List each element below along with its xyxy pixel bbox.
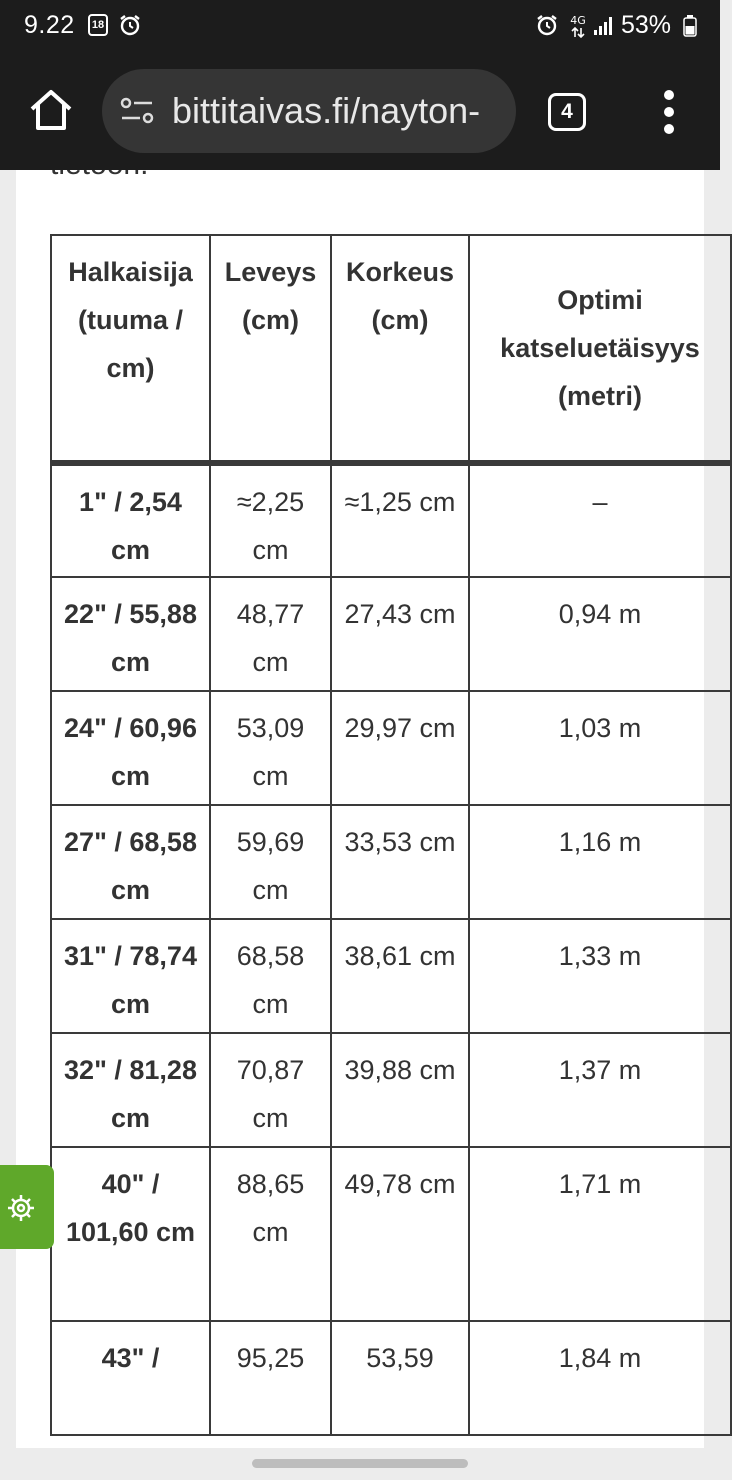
settings-gear-icon [6, 1191, 48, 1225]
table-header-row [51, 235, 731, 463]
gesture-handle[interactable] [252, 1459, 468, 1468]
cell-width: 88,65 cm [210, 1147, 331, 1321]
cell-diagonal: 22" / 55,88 cm [51, 577, 210, 691]
table-row [51, 463, 731, 577]
cell-width: 70,87 cm [210, 1033, 331, 1147]
network-type-icon [567, 12, 589, 40]
cell-diagonal: 32" / 81,28 cm [51, 1033, 210, 1147]
cell-width: 68,58 cm [210, 919, 331, 1033]
table-row [51, 1147, 731, 1321]
table-row [51, 577, 731, 691]
cell-distance: – [469, 463, 731, 577]
address-bar[interactable] [102, 69, 516, 153]
cell-diagonal: 40" / 101,60 cm [51, 1147, 210, 1321]
more-menu-icon[interactable] [656, 90, 682, 134]
cell-height: 33,53 cm [331, 805, 469, 919]
battery-percent: 53% [621, 11, 672, 39]
cell-height: 49,78 cm [331, 1147, 469, 1321]
cell-width: 59,69 cm [210, 805, 331, 919]
cell-height: 38,61 cm [331, 919, 469, 1033]
navigation-bar [0, 1448, 720, 1480]
cell-diagonal: 27" / 68,58 cm [51, 805, 210, 919]
cell-distance: 1,16 m [469, 805, 731, 919]
cell-distance: 1,33 m [469, 919, 731, 1033]
header-height: Korkeus (cm) [331, 235, 469, 463]
page-content [16, 170, 704, 1448]
cell-height: 29,97 cm [331, 691, 469, 805]
signal-icon [593, 16, 613, 36]
home-icon[interactable] [26, 85, 76, 135]
cell-height: 53,59 [331, 1321, 469, 1435]
alarm-icon [535, 13, 559, 37]
cell-diagonal: 43" / [51, 1321, 210, 1435]
header-diagonal: Halkaisija (tuuma / cm) [51, 235, 210, 463]
size-table-container[interactable] [50, 234, 700, 1448]
network-label: 4G [570, 14, 586, 27]
cell-width: ≈2,25 cm [210, 463, 331, 577]
url-text[interactable]: bittitaivas.fi/nayton- [172, 90, 481, 131]
table-row [51, 919, 731, 1033]
tab-switcher-icon[interactable]: 4 [548, 93, 586, 131]
status-time: 9.22 [24, 11, 75, 39]
cell-diagonal: 1" / 2,54 cm [51, 463, 210, 577]
header-distance: Optimi katseluetäisyys (metri) [469, 235, 731, 463]
browser-chrome [0, 0, 720, 170]
cell-width: 53,09 cm [210, 691, 331, 805]
cell-distance: 1,71 m [469, 1147, 731, 1321]
cell-distance: 0,94 m [469, 577, 731, 691]
settings-button[interactable] [0, 1165, 54, 1249]
cell-diagonal: 31" / 78,74 cm [51, 919, 210, 1033]
cell-height: 39,88 cm [331, 1033, 469, 1147]
cell-distance: 1,37 m [469, 1033, 731, 1147]
status-bar [0, 0, 720, 52]
calendar-icon: 18 [88, 14, 108, 36]
cell-width: 48,77 cm [210, 577, 331, 691]
cell-diagonal: 24" / 60,96 cm [51, 691, 210, 805]
alarm-icon [118, 13, 142, 37]
header-width: Leveys (cm) [210, 235, 331, 463]
cell-distance: 1,84 m [469, 1321, 731, 1435]
table-row [51, 805, 731, 919]
site-info-icon[interactable] [120, 97, 154, 125]
cell-height: ≈1,25 cm [331, 463, 469, 577]
table-row [51, 1321, 731, 1435]
cell-height: 27,43 cm [331, 577, 469, 691]
table-row [51, 1033, 731, 1147]
battery-icon [683, 15, 697, 37]
cell-width: 95,25 [210, 1321, 331, 1435]
cell-distance: 1,03 m [469, 691, 731, 805]
browser-toolbar [0, 52, 720, 170]
table-row [51, 691, 731, 805]
screen-size-table [50, 234, 732, 1436]
